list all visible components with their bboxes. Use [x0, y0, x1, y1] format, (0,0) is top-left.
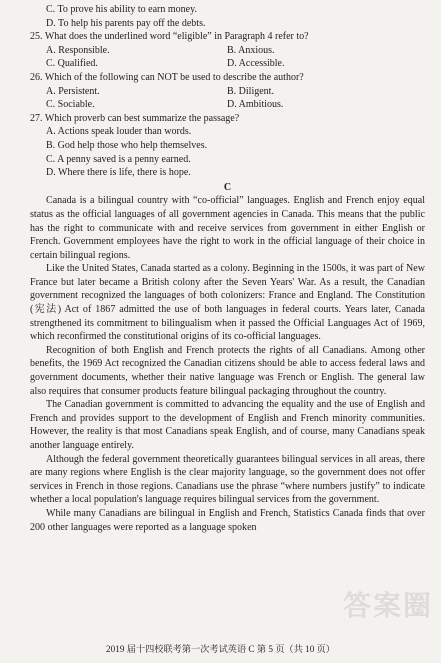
paragraph-2: Like the United States, Canada started as a colony. Beginning in the 1500s, it was part of New France but later became a British colony after the Seven Years' War. As a result, the Canadian government recognized the languages of both colonizers: France and England. The Constitution (宪法) Act of 1867 admitted the use of both languages in federal courts. Years later, Canada strengthened its commitment to bilingualism when it passed the Official Languages Act of 1969, which reconfirmed the constitutional origins of its co-official languages.: [30, 263, 425, 343]
q26-options-row-2: [46, 98, 425, 112]
q27-option-b: B. God help those who help themselves.: [46, 139, 208, 151]
q25-option-d: D. Accessible.: [227, 58, 285, 70]
q25-options-row-1: [46, 44, 425, 58]
paragraph-6: While many Canadians are bilingual in English and French, Statistics Canada finds that over 200 other languages were reported as a language spoken: [30, 507, 425, 533]
q26-option-b: B. Diligent.: [227, 85, 274, 97]
question-26: 26. Which of the following can NOT be used to describe the author?: [30, 71, 304, 83]
paragraph-4: The Canadian government is committed to advancing the equality and the use of English and French and provides support to the development of English and French minority communities. However, the reality is that most Canadians speak English, and of course, many Canadians speak another language entirely.: [30, 399, 425, 451]
q26-option-d: D. Ambitious.: [227, 99, 284, 111]
q24-option-c: C. To prove his ability to earn money.: [46, 4, 197, 15]
q27-option-a: A. Actions speak louder than words.: [46, 126, 192, 138]
q26-option-a: A. Persistent.: [46, 85, 100, 97]
q26-option-c: C. Sociable.: [46, 99, 95, 111]
paragraph-3: Recognition of both English and French protects the rights of all Canadians. Among other benefits, the 1969 Act recognized the Canadian citizens should be able to access federal laws and government documents, whether their native language was French or English. The general law also requires that consumer products feature bilingual packaging throughout the country.: [30, 344, 425, 397]
q27-option-c: C. A penny saved is a penny earned.: [46, 153, 191, 165]
watermark-logo: 答案圈: [342, 591, 433, 622]
paragraph-1: Canada is a bilingual country with “co-official” languages. English and French enjoy equal status as the official languages of all government agencies in Canada. This means that the public has the right to communicate with and receive services from government in either English or French. Government employees have the right to work in the official language of their choice in certain bilingual regions.: [30, 195, 425, 261]
q25-option-a: A. Responsible.: [46, 44, 110, 56]
q25-option-c: C. Qualified.: [46, 58, 98, 70]
question-27: 27. Which proverb can best summarize the passage?: [30, 112, 240, 124]
q25-options-row-2: [46, 57, 425, 71]
q25-option-b: B. Anxious.: [227, 44, 275, 56]
page-footer: 2019 届十四校联考第一次考试英语 C 第 5 页（共 10 页）: [106, 644, 335, 654]
paragraph-5: Although the federal government theoretically guarantees bilingual services in all areas, there are many regions where English is the clear majority language, so the government does not offer services in French in those regions. Canadians use the phrase “where numbers justify” to indicate whether a local population's language requires bilingual services from the government.: [30, 453, 425, 506]
q24-option-d: D. To help his parents pay off the debts.: [46, 17, 206, 29]
q27-option-d: D. Where there is life, there is hope.: [46, 167, 191, 179]
q26-options-row-1: [46, 85, 425, 99]
question-25: 25. What does the underlined word “eligible” in Paragraph 4 refer to?: [30, 31, 309, 43]
section-label: C: [223, 181, 232, 193]
